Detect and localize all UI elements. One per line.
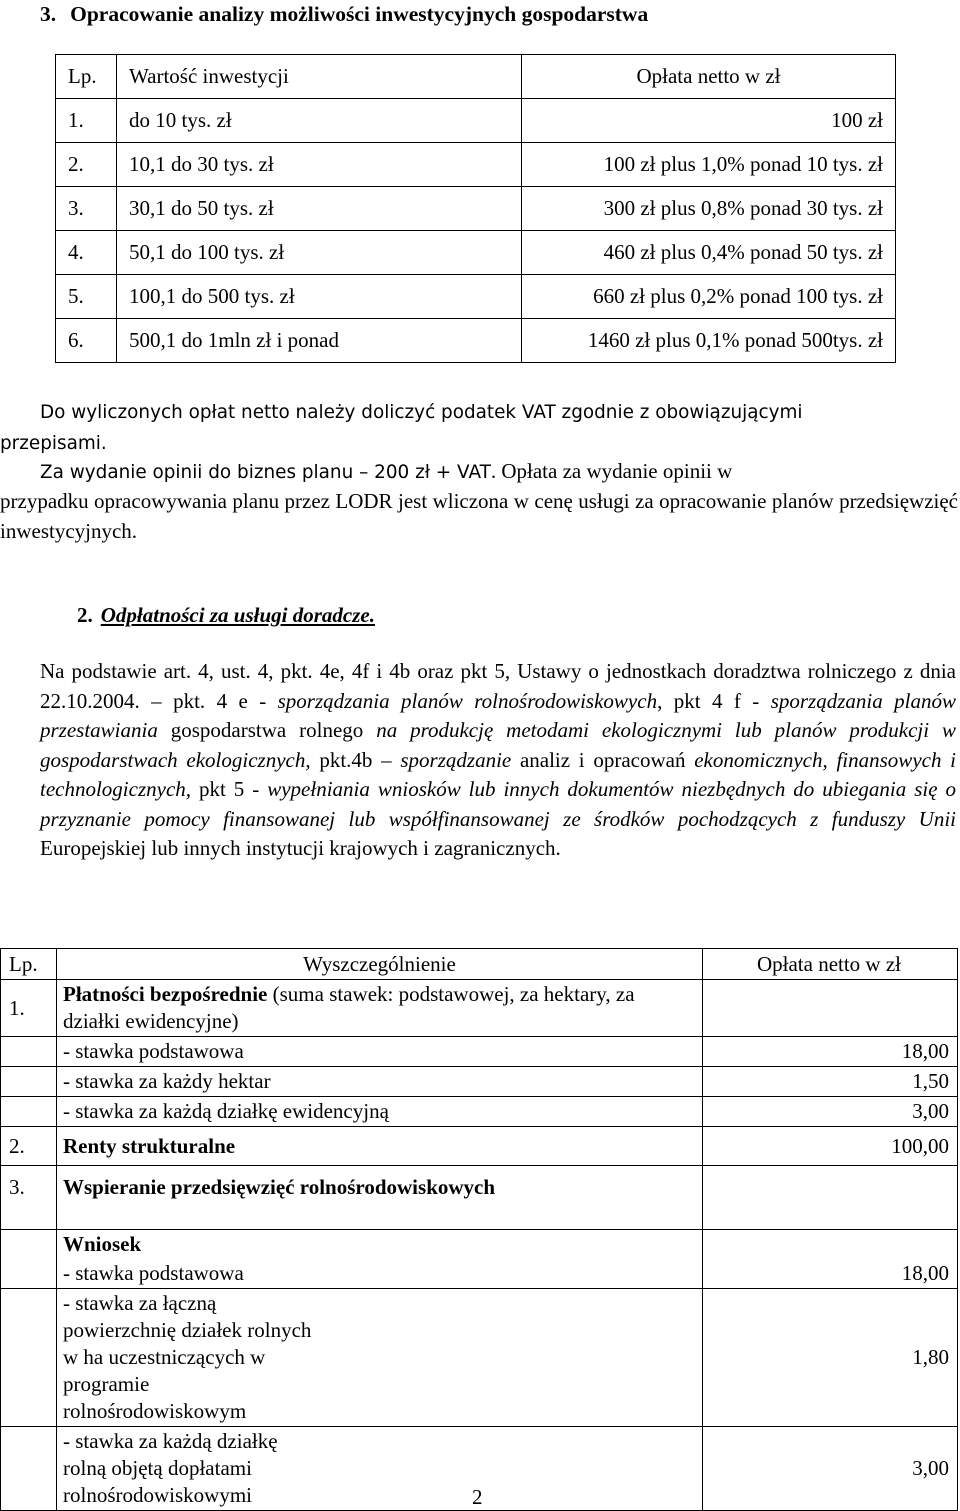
cell-fee: 18,00 (703, 1259, 958, 1289)
cell-fee: 1,50 (703, 1067, 958, 1097)
cell-lp (1, 1427, 57, 1511)
table-row (1, 1097, 958, 1127)
cell-fee: 660 zł plus 0,2% ponad 100 tys. zł (522, 275, 896, 319)
cell-lp (1, 1037, 57, 1067)
opinion-fee-tail: . Opłata za wydanie opinii w (490, 459, 733, 483)
page-number: 2 (472, 1485, 483, 1509)
text-span: pkt 5 - (191, 777, 268, 801)
cell-lp (1, 1289, 57, 1427)
cell-lp (1, 1067, 57, 1097)
cell-lp (1, 1230, 57, 1260)
table-header-row (56, 55, 896, 99)
cell-desc: Wniosek (57, 1230, 703, 1260)
table-row (1, 1037, 958, 1067)
cell-fee: 1460 zł plus 0,1% ponad 500tys. zł (522, 319, 896, 363)
cell-desc: - stawka za łączną powierzchnię działek rolnych w ha uczestniczących w programie rolnośrodowiskowym (57, 1289, 703, 1427)
text-span: gospodarstwa rolnego (157, 718, 377, 742)
opinion-fee-text: Za wydanie opinii do biznes planu – 200 zł + VAT (40, 462, 491, 483)
italic-span: sporządzanie (400, 747, 512, 772)
cell-value: 10,1 do 30 tys. zł (117, 143, 522, 187)
cell-fee: 3,00 (703, 1427, 958, 1511)
cell-lp: 2. (56, 143, 117, 187)
cell-desc: - stawka podstawowa (57, 1037, 703, 1067)
cell-desc (57, 980, 703, 1037)
table-row (56, 99, 896, 143)
header-lp: Lp. (56, 55, 117, 99)
cell-value: 50,1 do 100 tys. zł (117, 231, 522, 275)
section-title: Opracowanie analizy możliwości inwestycyjnych gospodarstwa (70, 2, 649, 26)
cell-desc: - stawka podstawowa (57, 1259, 703, 1289)
cell-value: 500,1 do 1mln zł i ponad (117, 319, 522, 363)
cell-value: do 10 tys. zł (117, 99, 522, 143)
text-span: Europejskiej lub innych instytucji krajowych i zagranicznych. (40, 836, 561, 860)
cell-lp: 1. (1, 980, 57, 1037)
cell-fee (703, 980, 958, 1037)
table-row (1, 1067, 958, 1097)
header-lp: Lp. (1, 949, 57, 980)
cell-fee: 460 zł plus 0,4% ponad 50 tys. zł (522, 231, 896, 275)
italic-span: ekonomicznych, finansowych i technologicznych, (40, 747, 957, 801)
text-span: , pkt 4 f - (657, 688, 771, 713)
cell-lp: 5. (56, 275, 117, 319)
cell-desc-rest: (suma stawek: podstawowej, za hektary, za działki ewidencyjne) (63, 982, 635, 1033)
header-desc: Wyszczególnienie (57, 949, 703, 980)
opinion-fee-line (40, 456, 732, 488)
opinion-fee-rest: przypadku opracowywania planu przez LODR jest wliczona w cenę usługi za opracowanie planów przedsięwzięć inwestycyjnych. (0, 489, 958, 543)
header-value: Wartość inwestycji (117, 55, 522, 99)
advisory-fee-table (0, 948, 958, 1511)
section-2-title: Odpłatności za usługi doradcze. (100, 603, 375, 627)
table-row (56, 275, 896, 319)
text-span: pkt.4b – (310, 747, 401, 772)
text-span: Na podstawie art. 4, ust. 4, pkt. 4e, 4f i 4b oraz pkt 5, Ustawy o jednostkach doradztwa rolniczego z dnia 22.10.2004. – pkt. 4 e - (40, 659, 956, 713)
cell-desc-bold: Płatności bezpośrednie (63, 982, 268, 1006)
italic-span: sporządzania planów przestawiania (40, 688, 956, 742)
cell-desc: - stawka za każdy hektar (57, 1067, 703, 1097)
cell-lp: 6. (56, 319, 117, 363)
italic-span: sporządzania planów rolnośrodowiskowych (277, 688, 658, 713)
legal-basis-paragraph (40, 657, 956, 864)
cell-fee: 100,00 (703, 1127, 958, 1166)
table-row (56, 319, 896, 363)
italic-span: wypełniania wniosków lub innych dokumentów niezbędnych do ubiegania się o przyznanie pomocy finansowanej lub współfinansowanej ze środków pochodzących z funduszy Unii (40, 777, 957, 831)
cell-lp: 1. (56, 99, 117, 143)
cell-lp (1, 1097, 57, 1127)
section-2-number: 2. (77, 603, 93, 627)
cell-desc: Wspieranie przedsięwzięć rolnośrodowiskowych (57, 1166, 703, 1230)
vat-note-line2: przepisami. (0, 433, 107, 454)
section-number: 3. (40, 2, 57, 26)
cell-fee: 100 zł (522, 99, 896, 143)
section-2-heading (77, 603, 375, 628)
cell-fee: 1,80 (703, 1289, 958, 1427)
header-fee: Opłata netto w zł (522, 55, 896, 99)
table-row (1, 1230, 958, 1260)
cell-fee: 300 zł plus 0,8% ponad 30 tys. zł (522, 187, 896, 231)
cell-fee: 3,00 (703, 1097, 958, 1127)
table-header-row (1, 949, 958, 980)
section-heading (40, 2, 648, 27)
text-span: analiz i opracowań (511, 747, 695, 772)
table-row (1, 980, 958, 1037)
cell-value: 30,1 do 50 tys. zł (117, 187, 522, 231)
header-fee: Opłata netto w zł (703, 949, 958, 980)
table-row (1, 1166, 958, 1230)
cell-fee (703, 1230, 958, 1260)
cell-fee (703, 1166, 958, 1230)
cell-value: 100,1 do 500 tys. zł (117, 275, 522, 319)
cell-lp: 3. (1, 1166, 57, 1230)
investment-fee-table (55, 54, 896, 363)
table-row (1, 1127, 958, 1166)
cell-lp: 3. (56, 187, 117, 231)
cell-desc: - stawka za każdą działkę ewidencyjną (57, 1097, 703, 1127)
cell-lp: 2. (1, 1127, 57, 1166)
cell-desc: - stawka za każdą działkę rolną objętą dopłatami rolnośrodowiskowymi (57, 1427, 703, 1511)
cell-lp: 4. (56, 231, 117, 275)
table-row (1, 1259, 958, 1289)
table-row (56, 231, 896, 275)
italic-span: na produkcję metodami ekologicznymi lub planów produkcji w gospodarstwach ekologicznych, (40, 718, 956, 772)
vat-note-line1: Do wyliczonych opłat netto należy doliczyć podatek VAT zgodnie z obowiązującymi (40, 402, 803, 423)
cell-desc: Renty strukturalne (57, 1127, 703, 1166)
cell-lp (1, 1259, 57, 1289)
table-row (56, 143, 896, 187)
cell-fee: 18,00 (703, 1037, 958, 1067)
table-row (56, 187, 896, 231)
table-row (1, 1289, 958, 1427)
cell-fee: 100 zł plus 1,0% ponad 10 tys. zł (522, 143, 896, 187)
